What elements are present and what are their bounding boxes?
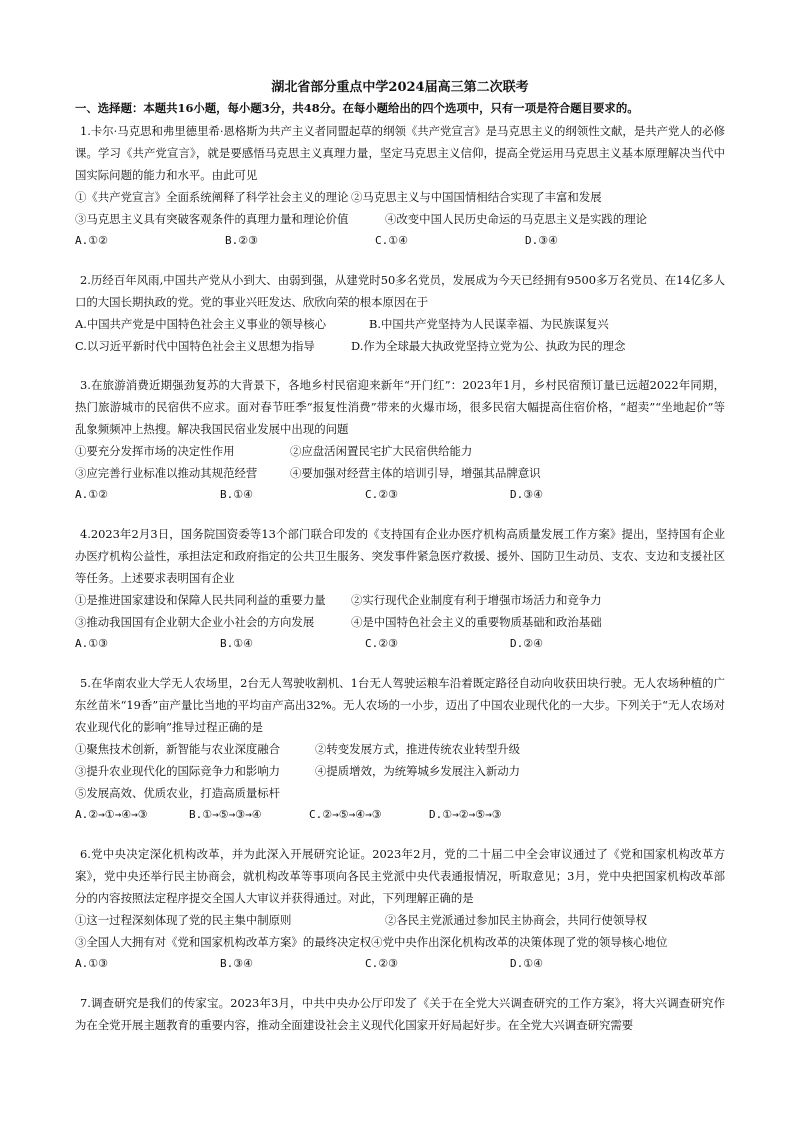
question-1 bbox=[75, 120, 725, 252]
choice-d[interactable]: D.③④ bbox=[525, 234, 558, 247]
choice-b[interactable]: B.中国共产党坚持为人民谋幸福、为民族谋复兴 bbox=[369, 317, 609, 331]
statement-2: ②各民主党派通过参加民主协商会，共同行使领导权 bbox=[385, 913, 647, 927]
choice-c[interactable]: C.②③ bbox=[365, 637, 398, 650]
question-1-stem: 1.卡尔·马克思和弗里德里希·恩格斯为共产主义者同盟起草的纲领《共产党宣言》是马克思主义的纲领性文献，是共产党人的必修课。学习《共产党宣言》，就是要感悟马克思主义真理力量，坚定马克思主义信仰，提高全党运用马克思主义基本原理解决当代中国实际问题的能力和水平。由此可见 bbox=[75, 124, 725, 182]
statement-2: ②马克思主义与中国国情相结合实现了丰富和发展 bbox=[351, 190, 602, 204]
statement-4: ④要加强对经营主体的培训引导，增强其品牌意识 bbox=[290, 466, 541, 480]
statement-3: ③马克思主义具有突破客观条件的真理力量和理论价值 bbox=[75, 212, 349, 226]
statement-4: ④党中央作出深化机构改革的决策体现了党的领导核心地位 bbox=[371, 935, 668, 949]
section-heading: 一、选择题：本题共16小题，每小题3分，共48分。在每小题给出的四个选项中，只有一项是符合题目要求的。 bbox=[75, 101, 639, 115]
choice-d[interactable]: D.①④ bbox=[510, 957, 543, 970]
question-6-statements-row-2 bbox=[75, 931, 725, 953]
question-3-answers bbox=[75, 484, 725, 506]
question-6-stem: 6.党中央决定深化机构改革，并为此深入开展研究论证。2023年2月，党的二十届二中全会审议通过了《党和国家机构改革方案》，党中央还举行民主协商会，就机构改革等事项向各民主党派中央代表通报情况，听取意见；3月，党中央把国家机构改革部分的内容按照法定程序提交全国人大审议并获得通过。对此，下列理解正确的是 bbox=[75, 847, 725, 905]
statement-2: ②转变发展方式，推进传统农业转型升级 bbox=[315, 742, 521, 756]
choice-d[interactable]: D.①→②→⑤→③ bbox=[429, 808, 502, 821]
exam-title: 湖北省部分重点中学2024届高三第二次联考 bbox=[271, 80, 529, 95]
question-5-statements-row-2 bbox=[75, 760, 725, 782]
choice-b[interactable]: B.①→⑤→③→④ bbox=[189, 808, 262, 821]
question-5-statements-row-1 bbox=[75, 738, 725, 760]
choice-b[interactable]: B.③④ bbox=[220, 957, 253, 970]
question-5-answers bbox=[75, 804, 725, 826]
choice-b[interactable]: B.①④ bbox=[220, 637, 253, 650]
question-6 bbox=[75, 843, 725, 975]
choice-a[interactable]: A.①③ bbox=[75, 637, 108, 650]
choice-c[interactable]: C.①④ bbox=[375, 234, 408, 247]
choice-a[interactable]: A.中国共产党是中国特色社会主义事业的领导核心 bbox=[75, 317, 327, 331]
question-1-statements-row-1 bbox=[75, 186, 725, 208]
statement-4: ④是中国特色社会主义的重要物质基础和政治基础 bbox=[351, 615, 602, 629]
choice-c[interactable]: C.②③ bbox=[365, 488, 398, 501]
choice-b[interactable]: B.①④ bbox=[220, 488, 253, 501]
question-4-statements-row-2 bbox=[75, 611, 725, 633]
question-1-statements-row-2 bbox=[75, 208, 725, 230]
choice-c[interactable]: C.②③ bbox=[365, 957, 398, 970]
question-2-stem: 2.历经百年风雨,中国共产党从小到大、由弱到强，从建党时50多名党员，发展成为今天已经拥有9500多万名党员、在14亿多人口的大国长期执政的党。党的事业兴旺发达、欣欣向荣的根本原因在于 bbox=[75, 273, 725, 309]
statement-2: ②应盘活闲置民宅扩大民宿供给能力 bbox=[290, 444, 473, 458]
choice-d[interactable]: D.作为全球最大执政党坚持立党为公、执政为民的理念 bbox=[351, 339, 626, 353]
choice-d[interactable]: D.③④ bbox=[510, 488, 543, 501]
choice-a[interactable]: A.①② bbox=[75, 488, 108, 501]
question-7 bbox=[75, 992, 725, 1036]
statement-1: ①这一过程深刻体现了党的民主集中制原则 bbox=[75, 913, 292, 927]
statement-1: ①聚焦技术创新，新智能与农业深度融合 bbox=[75, 742, 281, 756]
statement-3: ③推动我国国有企业朝大企业小社会的方向发展 bbox=[75, 615, 315, 629]
statement-4: ④改变中国人民历史命运的马克思主义是实践的理论 bbox=[385, 212, 647, 226]
choice-c[interactable]: C.②→⑤→④→③ bbox=[309, 808, 382, 821]
question-3 bbox=[75, 374, 725, 506]
statement-5: ⑤发展高效、优质农业，打造高质量标杆 bbox=[75, 786, 281, 800]
statement-4: ④提质增效，为统筹城乡发展注入新动力 bbox=[315, 764, 521, 778]
question-3-stem: 3.在旅游消费近期强劲复苏的大背景下，各地乡村民宿迎来新年“开门红”：2023年1月，乡村民宿预订量已远超2022年同期，热门旅游城市的民宿供不应求。面对春节旺季“报复性消费”带来的火爆市场，很多民宿大幅提高住宿价格，“超卖”“坐地起价”等乱象频频冲上热搜。解决我国民宿业发展中出现的问题 bbox=[75, 378, 725, 436]
choice-b[interactable]: B.②③ bbox=[225, 234, 258, 247]
question-6-statements-row-1 bbox=[75, 909, 725, 931]
statement-1: ①要充分发挥市场的决定性作用 bbox=[75, 444, 235, 458]
statement-1: ①是推进国家建设和保障人民共同利益的重要力量 bbox=[75, 593, 326, 607]
choice-a[interactable]: A.②→①→④→③ bbox=[75, 808, 148, 821]
question-3-statements-row-1 bbox=[75, 440, 725, 462]
question-3-statements-row-2 bbox=[75, 462, 725, 484]
statement-3: ③应完善行业标准以推动其规范经营 bbox=[75, 466, 258, 480]
choice-c[interactable]: C.以习近平新时代中国特色社会主义思想为指导 bbox=[75, 339, 315, 353]
question-4-stem: 4.2023年2月3日，国务院国资委等13个部门联合印发的《支持国有企业办医疗机构高质量发展工作方案》提出，坚持国有企业办医疗机构公益性，承担法定和政府指定的公共卫生服务、突发事件紧急医疗救援、援外、国防卫生动员、支农、支边和支援社区等任务。上述要求表明国有企业 bbox=[75, 527, 725, 585]
choice-d[interactable]: D.②④ bbox=[510, 637, 543, 650]
choice-a[interactable]: A.①② bbox=[75, 234, 108, 247]
question-5-stem: 5.在华南农业大学无人农场里，2台无人驾驶收割机、1台无人驾驶运粮车沿着既定路径自动向收获田块行驶。无人农场种植的广东丝苗米“19香”亩产量比当地的平均亩产高出32%。无人农场的一小步，迈出了中国农业现代化的一大步。下列关于“无人农场对农业现代化的影响”推导过程正确的是 bbox=[75, 676, 725, 734]
question-5-statements-row-3 bbox=[75, 782, 725, 804]
question-6-answers bbox=[75, 953, 725, 975]
question-2-answers-row-2 bbox=[75, 335, 725, 357]
question-4-statements-row-1 bbox=[75, 589, 725, 611]
question-4-answers bbox=[75, 633, 725, 655]
question-2 bbox=[75, 269, 725, 357]
statement-3: ③提升农业现代化的国际竞争力和影响力 bbox=[75, 764, 281, 778]
question-4 bbox=[75, 523, 725, 655]
statement-1: ①《共产党宣言》全面系统阐释了科学社会主义的理论 bbox=[75, 190, 349, 204]
statement-2: ②实行现代企业制度有利于增强市场活力和竞争力 bbox=[351, 593, 602, 607]
question-7-stem: 7.调查研究是我们的传家宝。2023年3月，中共中央办公厅印发了《关于在全党大兴调查研究的工作方案》，将大兴调查研究作为在全党开展主题教育的重要内容，推动全面建设社会主义现代化国家开好局起好步。在全党大兴调查研究需要 bbox=[75, 996, 725, 1032]
choice-a[interactable]: A.①③ bbox=[75, 957, 108, 970]
question-5 bbox=[75, 672, 725, 826]
question-2-answers-row-1 bbox=[75, 313, 725, 335]
exam-page bbox=[75, 78, 725, 1036]
statement-3: ③全国人大拥有对《党和国家机构改革方案》的最终决定权 bbox=[75, 935, 372, 949]
question-1-answers bbox=[75, 230, 725, 252]
